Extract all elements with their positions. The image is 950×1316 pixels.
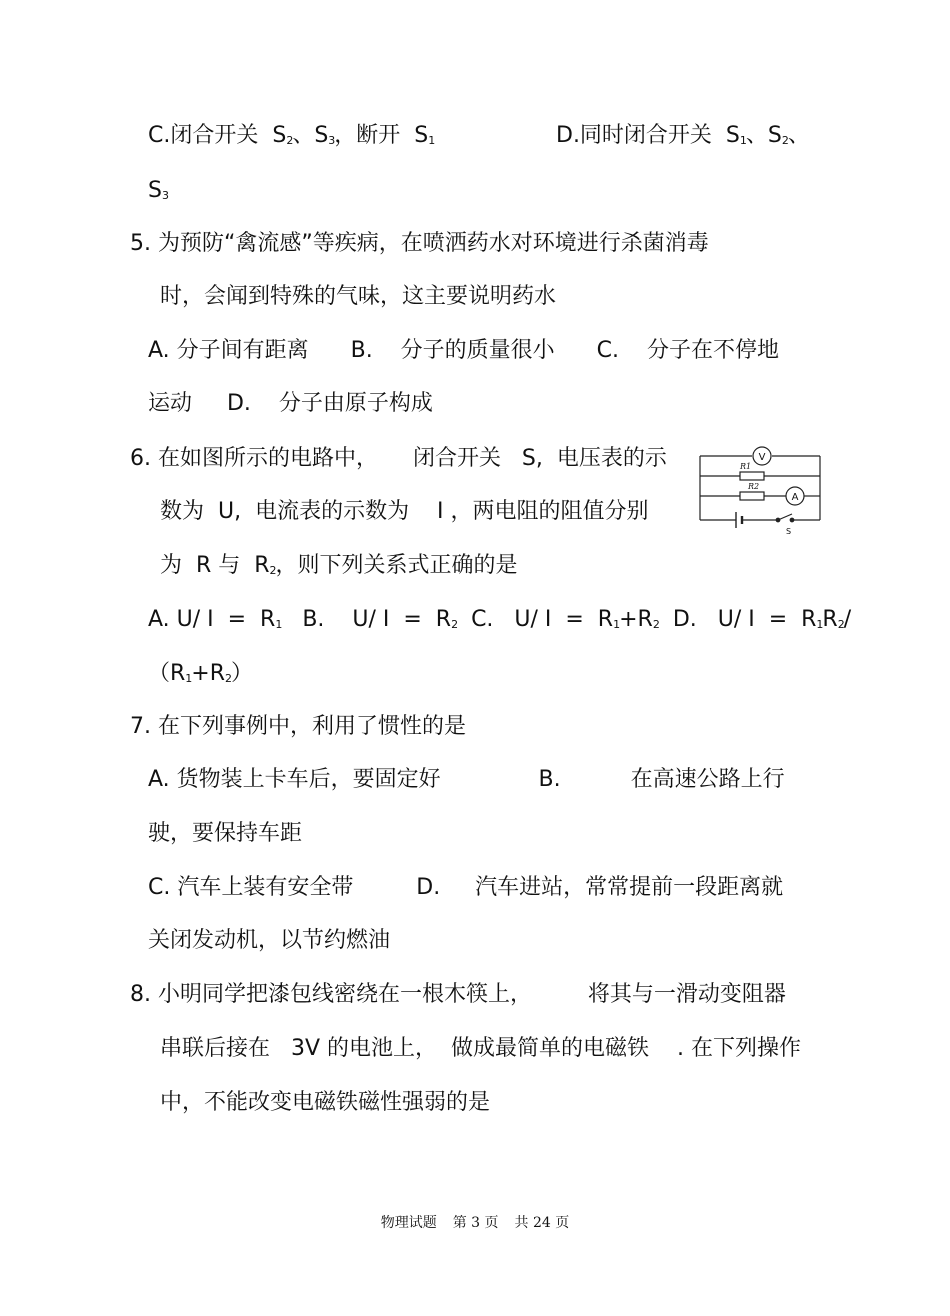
q4-option-d: D.同时闭合开关 S1、S2、 [556, 123, 810, 148]
circuit-diagram [696, 446, 826, 536]
q4-option-c: C.闭合开关 S2、S3，断开 S1 [148, 123, 435, 148]
q8-stem-line1: 8. 小明同学把漆包线密绕在一根木筷上， 将其与一滑动变阻器 [130, 982, 786, 1007]
page-footer [0, 1212, 950, 1232]
q6-stem-line3: 为 R 与 R2，则下列关系式正确的是 [160, 553, 518, 578]
q6-options: A. U/ I = R1 B. U/ I = R2 C. U/ I = R1+R2 D. U/ I = R1R2/ [148, 607, 852, 632]
r2-label: R2 [748, 482, 760, 491]
footer-page-number: 第 3 页 [452, 1215, 499, 1231]
switch-label: S [786, 527, 792, 536]
q6-options-cont: （R1+R2） [148, 661, 254, 686]
resistor-r2 [740, 492, 764, 500]
q7-options-line3: C. 汽车上装有安全带 D. 汽车进站，常常提前一段距离就 [148, 875, 784, 900]
q8-stem-line3: 中，不能改变电磁铁磁性强弱的是 [160, 1090, 491, 1115]
q4-option-d-cont: S3 [148, 178, 168, 203]
q7-options-line2: 驶，要保持车距 [148, 821, 303, 846]
q5-stem-line1: 5. 为预防“禽流感”等疾病，在喷洒药水对环境进行杀菌消毒 [130, 231, 709, 256]
resistor-r1 [740, 472, 764, 480]
q6-stem-line1: 6. 在如图所示的电路中， 闭合开关 S, 电压表的示 [130, 446, 667, 471]
q8-stem-line2: 串联后接在 3V 的电池上， 做成最简单的电磁铁 . 在下列操作 [160, 1036, 801, 1061]
q5-stem-line2: 时，会闻到特殊的气味，这主要说明药水 [160, 284, 557, 309]
q5-options-line1: A. 分子间有距离 B. 分子的质量很小 C. 分子在不停地 [148, 338, 779, 363]
footer-subject: 物理试题 [380, 1215, 437, 1231]
battery-icon [736, 512, 742, 528]
switch-icon [776, 514, 794, 522]
q5-options-line2: 运动 D. 分子由原子构成 [148, 391, 433, 416]
q7-options-line4: 关闭发动机，以节约燃油 [148, 928, 391, 953]
footer-total-pages: 共 24 页 [514, 1215, 570, 1231]
q6-stem-line2: 数为 U, 电流表的示数为 I ，两电阻的阻值分别 [160, 499, 649, 524]
ammeter-label: A [791, 492, 799, 503]
q7-stem: 7. 在下列事例中，利用了惯性的是 [130, 714, 466, 739]
q7-options-line1: A. 货物装上卡车后，要固定好 B. 在高速公路上行 [148, 767, 785, 792]
voltmeter-label: V [758, 452, 766, 463]
r1-label: R1 [740, 462, 752, 471]
